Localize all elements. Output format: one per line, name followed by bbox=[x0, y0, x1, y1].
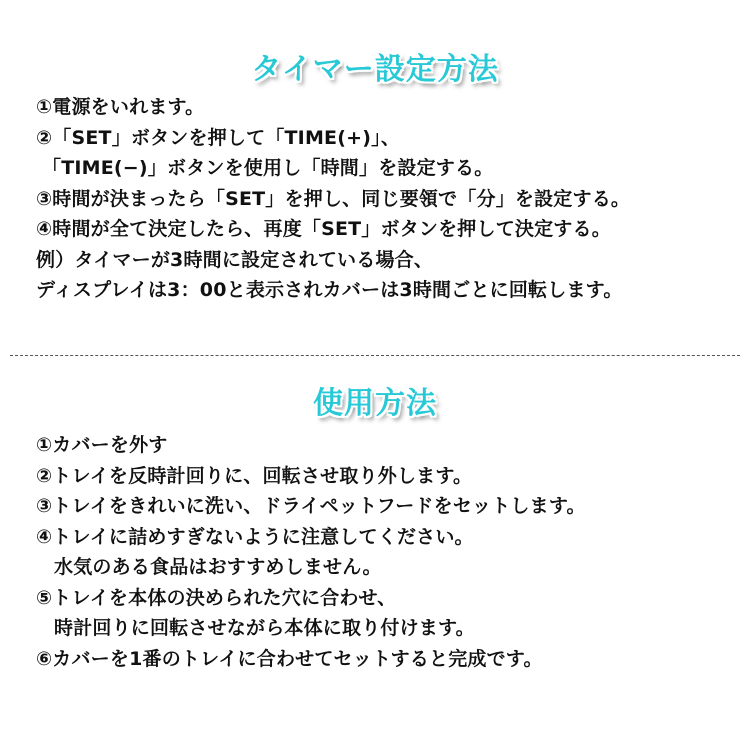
instruction-line: ⑥カバーを1番のトレイに合わせてセットすると完成です。 bbox=[36, 647, 543, 670]
timer-instructions bbox=[36, 92, 736, 306]
instruction-line: ①カバーを外す bbox=[36, 434, 168, 456]
timer-setup-title: タイマー設定方法 bbox=[251, 52, 499, 87]
instruction-line: 時計回りに回転させながら本体に取り付けます。 bbox=[54, 617, 475, 639]
instruction-line: ⑤トレイを本体の決められた穴に合わせ、 bbox=[36, 586, 397, 609]
instruction-line: 「TIME(−)」ボタンを使用し「時間」を設定する。 bbox=[42, 157, 494, 179]
usage-instructions bbox=[36, 430, 736, 674]
instruction-line: ③トレイをきれいに洗い、ドライペットフードをセットします。 bbox=[36, 495, 586, 517]
instruction-line: ディスプレイは3：00と表示されカバーは3時間ごとに回転します。 bbox=[36, 279, 623, 301]
instruction-line: ②トレイを反時計回りに、回転させ取り外します。 bbox=[36, 464, 473, 487]
instruction-line: 水気のある食品はおすすめしません。 bbox=[54, 556, 382, 578]
usage-title: 使用方法 bbox=[313, 386, 437, 421]
instruction-line: ②「SET」ボタンを押して「TIME(+)」、 bbox=[36, 126, 401, 149]
instruction-line: ③時間が決まったら「SET」を押し、同じ要領で「分」を設定する。 bbox=[36, 187, 631, 210]
instruction-line: 例）タイマーが3時間に設定されている場合、 bbox=[36, 248, 434, 271]
section-divider bbox=[10, 355, 740, 356]
instruction-line: ④トレイに詰めすぎないように注意してください。 bbox=[36, 525, 474, 548]
instruction-line: ①電源をいれます。 bbox=[36, 96, 205, 118]
instruction-line: ④時間が全て決定したら、再度「SET」ボタンを押して決定する。 bbox=[36, 218, 611, 240]
